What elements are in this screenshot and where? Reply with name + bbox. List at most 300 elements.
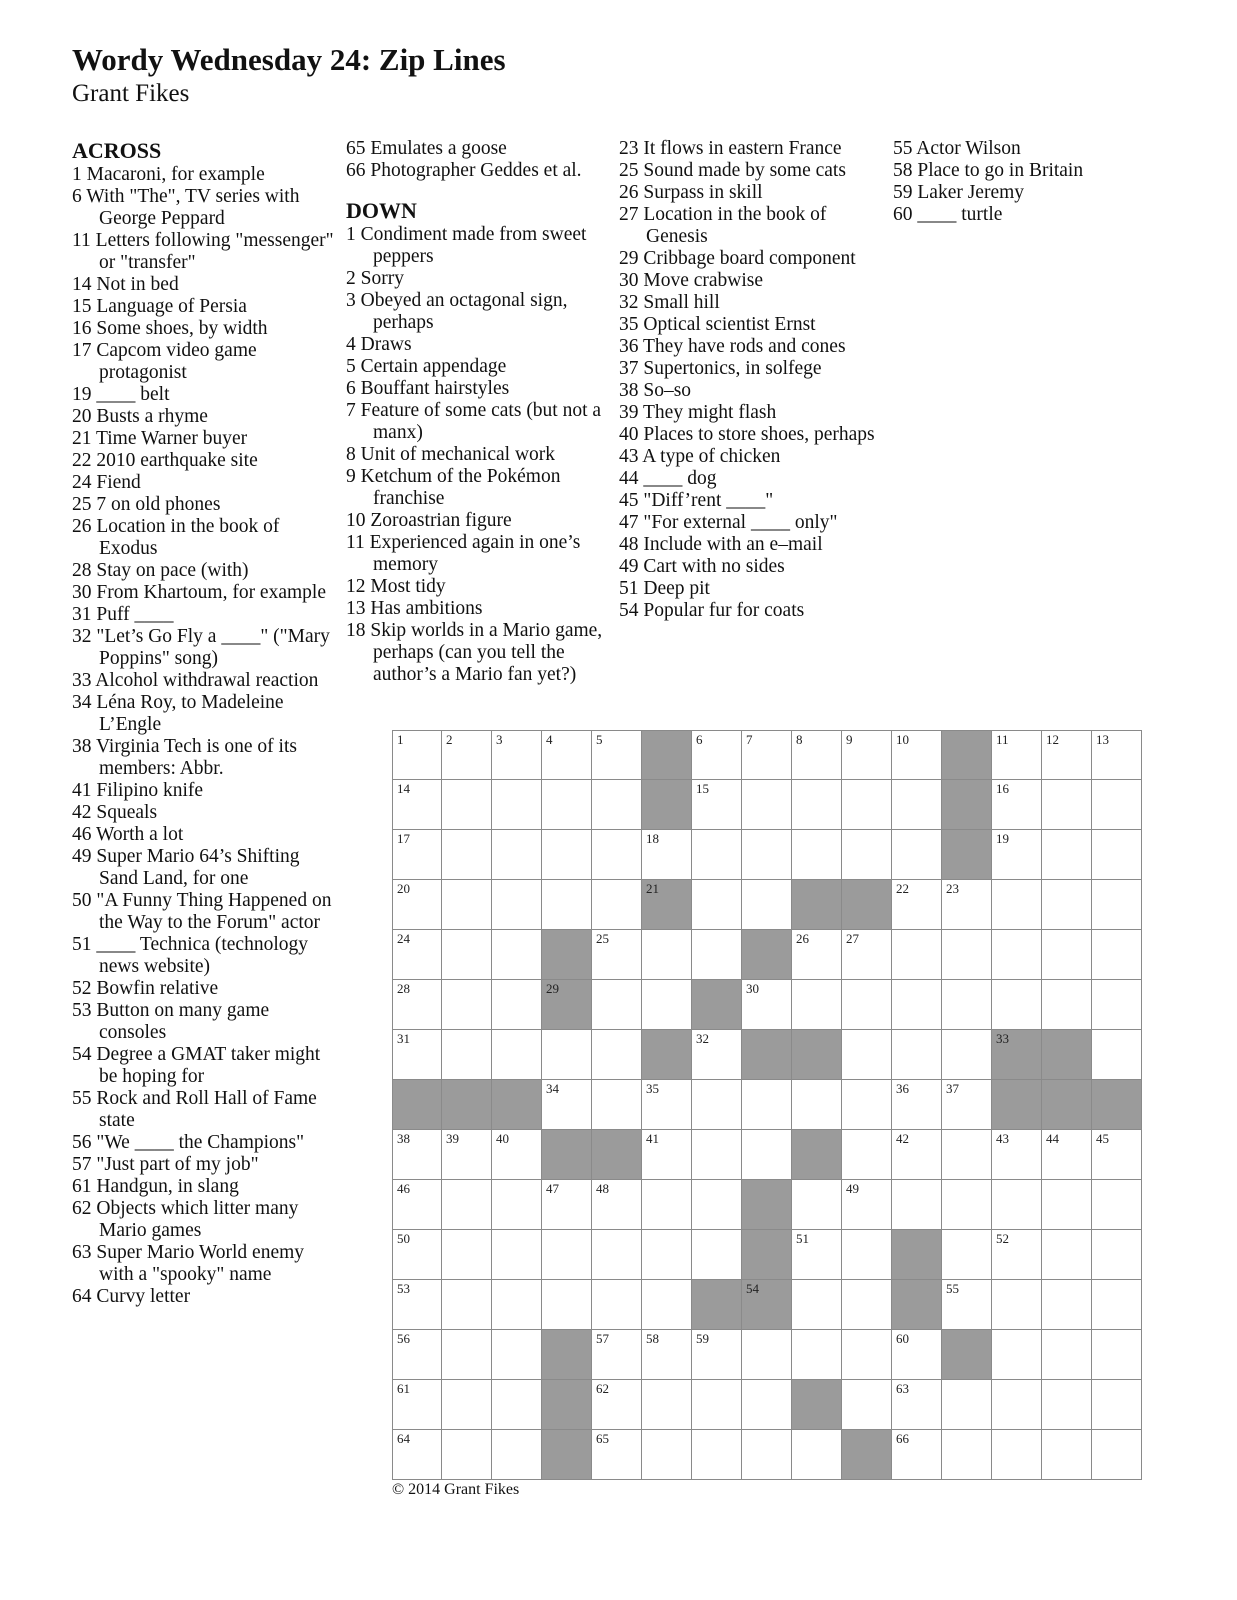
grid-cell[interactable]: [842, 930, 892, 980]
down-clue-35[interactable]: 35 Optical scientist Ernst: [619, 314, 816, 335]
grid-cell[interactable]: [1042, 730, 1092, 780]
grid-cell[interactable]: [992, 980, 1042, 1030]
across-clue-32[interactable]: 32 "Let’s Go Fly a ____" ("Mary Poppins" song): [72, 626, 330, 669]
grid-cell[interactable]: [1092, 1180, 1142, 1230]
grid-cell[interactable]: [792, 830, 842, 880]
grid-cell[interactable]: [492, 880, 542, 930]
grid-cell[interactable]: [442, 1380, 492, 1430]
across-clue-54[interactable]: 54 Degree a GMAT taker might be hoping for: [72, 1044, 321, 1087]
grid-cell[interactable]: [942, 1230, 992, 1280]
grid-cell[interactable]: [1042, 930, 1092, 980]
grid-cell[interactable]: [742, 880, 792, 930]
grid-cell[interactable]: [392, 980, 442, 1030]
grid-cell[interactable]: [1092, 1030, 1142, 1080]
across-clue-11[interactable]: 11 Letters following "messenger" or "transfer": [72, 230, 334, 273]
grid-cell[interactable]: [592, 980, 642, 1030]
grid-cell[interactable]: [1092, 1130, 1142, 1180]
grid-cell[interactable]: [942, 930, 992, 980]
grid-cell[interactable]: [742, 780, 792, 830]
black-square: [942, 730, 992, 780]
grid-cell[interactable]: [492, 1130, 542, 1180]
across-clue-34[interactable]: 34 Léna Roy, to Madeleine L’Engle: [72, 692, 284, 735]
cell-number: 16: [996, 781, 1009, 796]
grid-cell[interactable]: [492, 1280, 542, 1330]
black-square: [542, 1380, 592, 1430]
grid-cell[interactable]: [992, 880, 1042, 930]
down-clue-37[interactable]: 37 Supertonics, in solfege: [619, 358, 822, 379]
down-clue-23[interactable]: 23 It flows in eastern France: [619, 138, 842, 159]
down-clue-18[interactable]: 18 Skip worlds in a Mario game, perhaps (can you tell the author’s a Mario fan yet?): [346, 620, 603, 685]
grid-cell[interactable]: [442, 1430, 492, 1480]
grid-cell[interactable]: [692, 730, 742, 780]
grid-cell[interactable]: [892, 1380, 942, 1430]
cell-number: 29: [546, 981, 559, 996]
black-square: [792, 1030, 842, 1080]
grid-cell[interactable]: [692, 1230, 742, 1280]
grid-cell[interactable]: [492, 1030, 542, 1080]
grid-cell[interactable]: [692, 780, 742, 830]
cell-number: 3: [496, 732, 503, 747]
grid-cell[interactable]: [1092, 1330, 1142, 1380]
grid-cell[interactable]: [392, 1030, 442, 1080]
cell-number: 51: [796, 1231, 809, 1246]
grid-cell[interactable]: [842, 1380, 892, 1430]
grid-cell[interactable]: [492, 930, 542, 980]
grid-cell[interactable]: [642, 930, 692, 980]
grid-cell[interactable]: [792, 980, 842, 1030]
grid-cell[interactable]: [892, 1030, 942, 1080]
grid-cell[interactable]: [892, 880, 942, 930]
grid-cell[interactable]: [992, 1380, 1042, 1430]
grid-cell[interactable]: [442, 930, 492, 980]
cell-number: 47: [546, 1181, 559, 1196]
cell-number: 23: [946, 881, 959, 896]
down-clue-58[interactable]: 58 Place to go in Britain: [893, 160, 1084, 181]
grid-cell[interactable]: [892, 1430, 942, 1480]
grid-cell[interactable]: [642, 1280, 692, 1330]
grid-cell[interactable]: [1042, 1330, 1092, 1380]
grid-cell[interactable]: [742, 830, 792, 880]
across-clue-55[interactable]: 55 Rock and Roll Hall of Fame state: [72, 1088, 317, 1131]
grid-cell[interactable]: [492, 830, 542, 880]
down-clue-40[interactable]: 40 Places to store shoes, perhaps: [619, 424, 875, 445]
grid-cell[interactable]: [542, 780, 592, 830]
grid-cell[interactable]: [592, 1380, 642, 1430]
clue-column-3: [619, 138, 881, 622]
grid-cell[interactable]: [942, 880, 992, 930]
grid-cell[interactable]: [1092, 1230, 1142, 1280]
grid-cell[interactable]: [442, 1180, 492, 1230]
cell-number: 53: [397, 1281, 410, 1296]
grid-cell[interactable]: [1042, 780, 1092, 830]
across-clue-6[interactable]: 6 With "The", TV series with George Peppard: [72, 186, 300, 229]
grid-cell[interactable]: [592, 930, 642, 980]
grid-cell[interactable]: [1042, 980, 1092, 1030]
down-clue-8[interactable]: 8 Unit of mechanical work: [346, 444, 556, 465]
cell-number: 10: [896, 732, 909, 747]
grid-cell[interactable]: [642, 1230, 692, 1280]
grid-cell[interactable]: [442, 980, 492, 1030]
grid-cell[interactable]: [992, 830, 1042, 880]
across-clue-51[interactable]: 51 ____ Technica (technology news website): [72, 934, 308, 977]
grid-cell[interactable]: [692, 1380, 742, 1430]
grid-cell[interactable]: [842, 1080, 892, 1130]
down-heading: DOWN: [346, 198, 417, 223]
across-clue-56[interactable]: 56 "We ____ the Champions": [72, 1132, 305, 1153]
grid-cell[interactable]: [842, 780, 892, 830]
grid-cell[interactable]: [692, 1180, 742, 1230]
across-clue-17[interactable]: 17 Capcom video game protagonist: [72, 340, 257, 383]
grid-cell[interactable]: [1042, 1280, 1092, 1330]
down-clue-6[interactable]: 6 Bouffant hairstyles: [346, 378, 510, 399]
grid-cell[interactable]: [392, 1130, 442, 1180]
black-square: [1042, 1030, 1092, 1080]
down-clue-25[interactable]: 25 Sound made by some cats: [619, 160, 846, 181]
cell-number: 38: [397, 1131, 410, 1146]
across-clue-61[interactable]: 61 Handgun, in slang: [72, 1176, 239, 1197]
grid-cell[interactable]: [1092, 980, 1142, 1030]
down-clue-44[interactable]: 44 ____ dog: [619, 468, 717, 489]
cell-number: 31: [397, 1031, 410, 1046]
across-clue-38[interactable]: 38 Virginia Tech is one of its members: Abbr.: [72, 736, 297, 779]
cell-number: 36: [896, 1081, 909, 1096]
grid-cell[interactable]: [842, 1030, 892, 1080]
grid-cell[interactable]: [792, 1430, 842, 1480]
grid-cell[interactable]: [442, 830, 492, 880]
grid-cell[interactable]: [592, 880, 642, 930]
grid-cell[interactable]: [492, 730, 542, 780]
grid-cell[interactable]: [842, 1330, 892, 1380]
grid-cell[interactable]: [842, 730, 892, 780]
grid-cell[interactable]: [892, 1080, 942, 1130]
across-clue-46[interactable]: 46 Worth a lot: [72, 824, 184, 845]
cell-number: 7: [746, 732, 753, 747]
grid-cell[interactable]: [692, 930, 742, 980]
grid-cell[interactable]: [492, 780, 542, 830]
grid-cell[interactable]: [592, 830, 642, 880]
grid-cell[interactable]: [792, 1180, 842, 1230]
grid-cell[interactable]: [392, 1430, 442, 1480]
grid-cell[interactable]: [1092, 830, 1142, 880]
down-clue-55[interactable]: 55 Actor Wilson: [893, 138, 1021, 159]
down-clue-38[interactable]: 38 So–so: [619, 380, 692, 401]
across-clue-28[interactable]: 28 Stay on pace (with): [72, 560, 249, 581]
black-square: [742, 1180, 792, 1230]
down-clue-51[interactable]: 51 Deep pit: [619, 578, 710, 599]
grid-cell[interactable]: [392, 1180, 442, 1230]
grid-cell[interactable]: [592, 1280, 642, 1330]
across-clue-42[interactable]: 42 Squeals: [72, 802, 158, 823]
black-square: [592, 1130, 642, 1180]
grid-cell[interactable]: [792, 1330, 842, 1380]
grid-cell[interactable]: [592, 1080, 642, 1130]
grid-cell[interactable]: [392, 1330, 442, 1380]
across-clue-22[interactable]: 22 2010 earthquake site: [72, 450, 258, 471]
across-clue-24[interactable]: 24 Fiend: [72, 472, 141, 493]
grid-cell[interactable]: [492, 1330, 542, 1380]
grid-cell[interactable]: [792, 1280, 842, 1330]
across-clue-66[interactable]: 66 Photographer Geddes et al.: [346, 160, 582, 181]
grid-cell[interactable]: [442, 1330, 492, 1380]
grid-cell[interactable]: [842, 980, 892, 1030]
down-clue-1[interactable]: 1 Condiment made from sweet peppers: [346, 224, 587, 267]
cell-number: 27: [846, 931, 859, 946]
down-clue-2[interactable]: 2 Sorry: [346, 268, 404, 289]
across-clue-50[interactable]: 50 "A Funny Thing Happened on the Way to the Forum" actor: [72, 890, 332, 933]
grid-cell[interactable]: [692, 1330, 742, 1380]
grid-cell[interactable]: [992, 730, 1042, 780]
grid-cell[interactable]: [542, 880, 592, 930]
grid-cell[interactable]: [692, 1080, 742, 1130]
grid-cell[interactable]: [542, 1230, 592, 1280]
grid-cell[interactable]: [542, 1080, 592, 1130]
across-clue-33[interactable]: 33 Alcohol withdrawal reaction: [72, 670, 319, 691]
grid-cell[interactable]: [742, 1080, 792, 1130]
grid-cell[interactable]: [942, 1430, 992, 1480]
down-clue-48[interactable]: 48 Include with an e–mail: [619, 534, 823, 555]
grid-cell[interactable]: [392, 830, 442, 880]
black-square: [692, 980, 742, 1030]
across-clue-57[interactable]: 57 "Just part of my job": [72, 1154, 259, 1175]
grid-cell[interactable]: [892, 730, 942, 780]
grid-cell[interactable]: [492, 1180, 542, 1230]
grid-cell[interactable]: [792, 730, 842, 780]
cell-number: 64: [397, 1431, 410, 1446]
grid-cell[interactable]: [642, 1180, 692, 1230]
down-clue-11[interactable]: 11 Experienced again in one’s memory: [346, 532, 581, 575]
down-clue-26[interactable]: 26 Surpass in skill: [619, 182, 763, 203]
across-clue-15[interactable]: 15 Language of Persia: [72, 296, 247, 317]
grid-cell[interactable]: [392, 880, 442, 930]
black-square: [392, 1080, 442, 1130]
cell-number: 19: [996, 831, 1009, 846]
grid-cell[interactable]: [892, 830, 942, 880]
grid-cell[interactable]: [1092, 730, 1142, 780]
grid-cell[interactable]: [392, 930, 442, 980]
grid-cell[interactable]: [1042, 1130, 1092, 1180]
grid-cell[interactable]: [1092, 1280, 1142, 1330]
grid-cell[interactable]: [692, 1030, 742, 1080]
grid-cell[interactable]: [792, 1080, 842, 1130]
grid-cell[interactable]: [742, 1130, 792, 1180]
across-clue-20[interactable]: 20 Busts a rhyme: [72, 406, 208, 427]
across-clue-41[interactable]: 41 Filipino knife: [72, 780, 204, 801]
grid-cell[interactable]: [642, 1430, 692, 1480]
grid-cell[interactable]: [492, 980, 542, 1030]
black-square: [992, 1080, 1042, 1130]
grid-cell[interactable]: [742, 1380, 792, 1430]
across-clue-25[interactable]: 25 7 on old phones: [72, 494, 221, 515]
grid-cell[interactable]: [592, 1230, 642, 1280]
grid-cell[interactable]: [942, 1080, 992, 1130]
cell-number: 18: [646, 831, 659, 846]
down-clue-5[interactable]: 5 Certain appendage: [346, 356, 507, 377]
grid-cell[interactable]: [892, 1330, 942, 1380]
grid-cell[interactable]: [892, 930, 942, 980]
cell-number: 14: [397, 781, 410, 796]
grid-cell[interactable]: [942, 1380, 992, 1430]
grid-cell[interactable]: [542, 830, 592, 880]
across-clue-52[interactable]: 52 Bowfin relative: [72, 978, 219, 999]
down-clue-30[interactable]: 30 Move crabwise: [619, 270, 764, 291]
grid-cell[interactable]: [392, 1230, 442, 1280]
grid-cell[interactable]: [642, 1380, 692, 1430]
grid-cell[interactable]: [942, 1180, 992, 1230]
across-clue-14[interactable]: 14 Not in bed: [72, 274, 179, 295]
down-clue-10[interactable]: 10 Zoroastrian figure: [346, 510, 512, 531]
grid-cell[interactable]: [1042, 1430, 1092, 1480]
grid-cell[interactable]: [892, 980, 942, 1030]
down-clue-27[interactable]: 27 Location in the book of Genesis: [619, 204, 827, 247]
grid-cell[interactable]: [642, 830, 692, 880]
down-clue-45[interactable]: 45 "Diff’rent ____": [619, 490, 774, 511]
grid-cell[interactable]: [992, 1130, 1042, 1180]
grid-cell[interactable]: [1042, 1180, 1092, 1230]
grid-cell[interactable]: [492, 1430, 542, 1480]
black-square: [542, 980, 592, 1030]
across-clue-31[interactable]: 31 Puff ____: [72, 604, 174, 625]
down-clue-39[interactable]: 39 They might flash: [619, 402, 777, 423]
grid-cell[interactable]: [592, 730, 642, 780]
across-clue-64[interactable]: 64 Curvy letter: [72, 1286, 191, 1307]
grid-cell[interactable]: [992, 780, 1042, 830]
cell-number: 63: [896, 1381, 909, 1396]
grid-cell[interactable]: [542, 1030, 592, 1080]
grid-cell[interactable]: [592, 780, 642, 830]
grid-cell[interactable]: [992, 1280, 1042, 1330]
down-clue-49[interactable]: 49 Cart with no sides: [619, 556, 785, 577]
grid-cell[interactable]: [742, 1330, 792, 1380]
grid-cell[interactable]: [892, 1130, 942, 1180]
grid-cell[interactable]: [942, 1280, 992, 1330]
across-clue-30[interactable]: 30 From Khartoum, for example: [72, 582, 326, 603]
grid-cell[interactable]: [492, 1230, 542, 1280]
grid-cell[interactable]: [692, 1130, 742, 1180]
grid-cell[interactable]: [692, 880, 742, 930]
grid-cell[interactable]: [592, 1430, 642, 1480]
grid-cell[interactable]: [442, 1030, 492, 1080]
grid-cell[interactable]: [392, 730, 442, 780]
grid-cell[interactable]: [1092, 1430, 1142, 1480]
grid-cell[interactable]: [1042, 830, 1092, 880]
grid-cell[interactable]: [1042, 880, 1092, 930]
grid-cell[interactable]: [792, 1230, 842, 1280]
grid-cell[interactable]: [892, 780, 942, 830]
grid-cell[interactable]: [1042, 1380, 1092, 1430]
grid-cell[interactable]: [442, 1130, 492, 1180]
grid-cell[interactable]: [592, 1330, 642, 1380]
grid-cell[interactable]: [892, 1180, 942, 1230]
grid-cell[interactable]: [792, 930, 842, 980]
grid-cell[interactable]: [542, 730, 592, 780]
grid-cell[interactable]: [1092, 780, 1142, 830]
grid-cell[interactable]: [542, 1280, 592, 1330]
grid-cell[interactable]: [1092, 1380, 1142, 1430]
across-clue-1[interactable]: 1 Macaroni, for example: [72, 164, 265, 185]
grid-cell[interactable]: [842, 1130, 892, 1180]
down-clue-54[interactable]: 54 Popular fur for coats: [619, 600, 805, 621]
grid-cell[interactable]: [642, 980, 692, 1030]
grid-cell[interactable]: [942, 1030, 992, 1080]
grid-cell[interactable]: [792, 780, 842, 830]
grid-cell[interactable]: [992, 1330, 1042, 1380]
grid-cell[interactable]: [842, 1180, 892, 1230]
grid-cell[interactable]: [392, 1380, 442, 1430]
cell-number: 11: [996, 732, 1009, 747]
down-clue-12[interactable]: 12 Most tidy: [346, 576, 446, 597]
grid-cell[interactable]: [592, 1180, 642, 1230]
grid-cell[interactable]: [442, 880, 492, 930]
grid-cell[interactable]: [742, 980, 792, 1030]
down-clue-60[interactable]: 60 ____ turtle: [893, 204, 1003, 225]
across-clue-62[interactable]: 62 Objects which litter many Mario games: [72, 1198, 299, 1241]
grid-cell[interactable]: [1092, 930, 1142, 980]
down-clue-3[interactable]: 3 Obeyed an octagonal sign, perhaps: [346, 290, 568, 333]
grid-cell[interactable]: [742, 1430, 792, 1480]
grid-cell[interactable]: [492, 1380, 542, 1430]
grid-cell[interactable]: [642, 1130, 692, 1180]
grid-cell[interactable]: [692, 830, 742, 880]
grid-cell[interactable]: [442, 730, 492, 780]
down-clue-32[interactable]: 32 Small hill: [619, 292, 720, 313]
down-clue-36[interactable]: 36 They have rods and cones: [619, 336, 846, 357]
black-square: [892, 1280, 942, 1330]
across-clue-21[interactable]: 21 Time Warner buyer: [72, 428, 248, 449]
grid-cell[interactable]: [442, 1230, 492, 1280]
grid-cell[interactable]: [842, 830, 892, 880]
across-clue-16[interactable]: 16 Some shoes, by width: [72, 318, 268, 339]
down-clue-43[interactable]: 43 A type of chicken: [619, 446, 781, 467]
grid-cell[interactable]: [1042, 1230, 1092, 1280]
down-clue-13[interactable]: 13 Has ambitions: [346, 598, 483, 619]
grid-cell[interactable]: [642, 1330, 692, 1380]
down-clue-29[interactable]: 29 Cribbage board component: [619, 248, 856, 269]
grid-cell[interactable]: [942, 980, 992, 1030]
grid-cell[interactable]: [642, 1080, 692, 1130]
grid-cell[interactable]: [842, 1230, 892, 1280]
down-clue-7[interactable]: 7 Feature of some cats (but not a manx): [346, 400, 602, 443]
grid-cell[interactable]: [442, 780, 492, 830]
grid-cell[interactable]: [1092, 880, 1142, 930]
grid-cell[interactable]: [692, 1430, 742, 1480]
down-clue-59[interactable]: 59 Laker Jeremy: [893, 182, 1025, 203]
grid-cell[interactable]: [992, 1430, 1042, 1480]
cell-number: 24: [397, 931, 410, 946]
grid-cell[interactable]: [542, 1180, 592, 1230]
grid-cell[interactable]: [392, 780, 442, 830]
down-clue-47[interactable]: 47 "For external ____ only": [619, 512, 838, 533]
across-clue-53[interactable]: 53 Button on many game consoles: [72, 1000, 270, 1043]
grid-cell[interactable]: [442, 1280, 492, 1330]
across-clue-65[interactable]: 65 Emulates a goose: [346, 138, 507, 159]
cell-number: 44: [1046, 1131, 1059, 1146]
down-clue-9[interactable]: 9 Ketchum of the Pokémon franchise: [346, 466, 561, 509]
grid-cell[interactable]: [392, 1280, 442, 1330]
black-square: [1042, 1080, 1092, 1130]
grid-cell[interactable]: [992, 930, 1042, 980]
grid-cell[interactable]: [942, 1130, 992, 1180]
across-clue-26[interactable]: 26 Location in the book of Exodus: [72, 516, 280, 559]
grid-cell[interactable]: [592, 1030, 642, 1080]
down-clue-4[interactable]: 4 Draws: [346, 334, 412, 355]
grid-cell[interactable]: [992, 1230, 1042, 1280]
across-clue-19[interactable]: 19 ____ belt: [72, 384, 170, 405]
across-clue-63[interactable]: 63 Super Mario World enemy with a "spooky" name: [72, 1242, 305, 1285]
grid-cell[interactable]: [742, 730, 792, 780]
grid-cell[interactable]: [842, 1280, 892, 1330]
grid-cell[interactable]: [992, 1180, 1042, 1230]
across-clue-49[interactable]: 49 Super Mario 64’s Shifting Sand Land, for one: [72, 846, 300, 889]
